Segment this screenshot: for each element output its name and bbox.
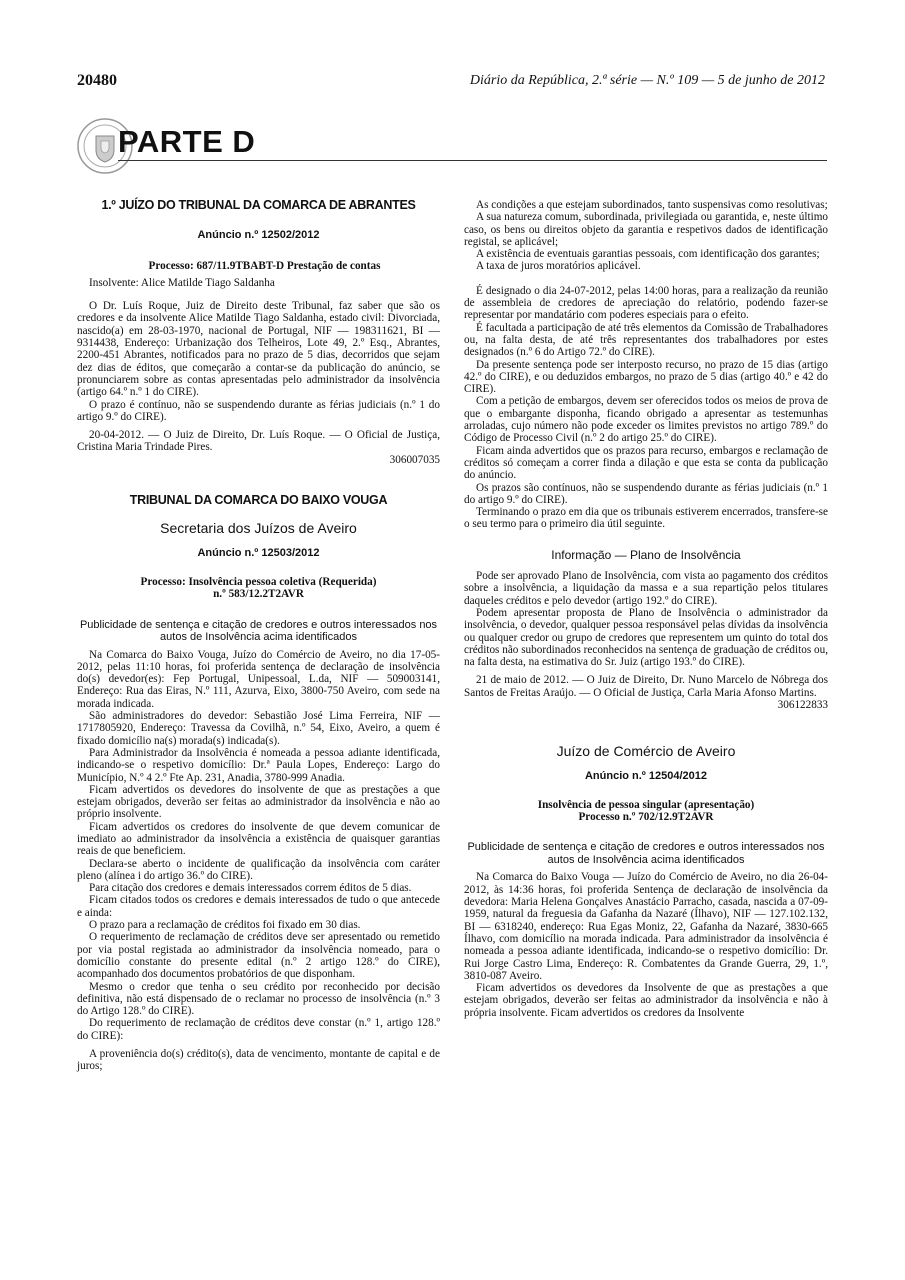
- announcement-number: Anúncio n.º 12502/2012: [197, 229, 320, 242]
- page-number: 20480: [77, 72, 117, 89]
- paragraph: Terminando o prazo em dia que os tribunais estiverem encerrados, transfere-se o seu termo para o primeiro dia útil seguinte.: [464, 506, 828, 531]
- left-column: [77, 199, 440, 1073]
- paragraph: Na Comarca do Baixo Vouga, Juízo do Comércio de Aveiro, no dia 17-05-2012, pelas 11:10 horas, foi proferida sentença de declaração de insolvência do(s) devedor(es): Fep Portugal, Unipessoal, L.da, NIF — 509003141, Endereço: Rua das Eiras, N.º 111, Azurva, Eixo, 3800-750 Aveiro, com sede na morada indicada.: [77, 648, 440, 710]
- court-title: Juízo de Comércio de Aveiro: [556, 743, 736, 760]
- process-line: Insolvência de pessoa singular (apresentação): [537, 798, 755, 811]
- announcement-number: Anúncio n.º 12504/2012: [584, 769, 707, 782]
- process-line: Processo: Insolvência pessoa coletiva (Requerida): [140, 575, 377, 588]
- paragraph: As condições a que estejam subordinados, tanto suspensivas como resolutivas;: [476, 199, 828, 211]
- paragraph: Do requerimento de reclamação de créditos deve constar (n.º 1, artigo 128.º do CIRE):: [77, 1017, 440, 1042]
- paragraph: Ficam advertidos os devedores da Insolvente de que as prestações a que estejam obrigados, deverão ser feitas ao administrador da insolvência e não à própria insolvente. Ficam advertidos os credores da Insolvente: [464, 982, 828, 1019]
- paragraph: Ficam advertidos os credores do insolvente de que devem comunicar de imediato ao administrador da insolvência a existência de quaisquer garantias reais de que beneficiem.: [77, 820, 440, 858]
- publicity-heading: Publicidade de sentença e citação de credores e outros interessados nos autos de Insolvência acima identificados: [79, 618, 438, 644]
- paragraph: Podem apresentar proposta de Plano de Insolvência o administrador da insolvência, o devedor, qualquer pessoa responsável pelas dívidas da insolvência ou qualquer credor ou grupo de credores que representem um quinto do total dos créditos não subordinados reconhecidos na sentença de graduação de créditos ou, na falta desta, na estimativa do Sr. Juiz (artigo 193.º do CIRE).: [464, 606, 828, 669]
- paragraph: Mesmo o credor que tenha o seu crédito por reconhecido por decisão definitiva, não está dispensado de o reclamar no processo de insolvência (n.º 3 do Artigo 128.º do CIRE).: [77, 980, 440, 1018]
- court-title: TRIBUNAL DA COMARCA DO BAIXO VOUGA: [129, 493, 388, 508]
- paragraph: São administradores do devedor: Sebastião José Lima Ferreira, NIF — 1717805920, Endereço: Travessa da Covilhã, n.º 54, Eixo, Aveiro, a quem é fixado domicílio na(s) morada(s) indicada(s).: [77, 710, 440, 747]
- paragraph: Ficam ainda advertidos que os prazos para recurso, embargos e reclamação de créditos só começam a correr finda a dilação e que esta se conta da publicação do anúncio.: [464, 444, 828, 482]
- paragraph: Ficam citados todos os credores e demais interessados de tudo o que antecede e ainda:: [77, 894, 440, 919]
- paragraph: A sua natureza comum, subordinada, privilegiada ou garantida, e, neste último caso, os bens ou direitos objeto da garantia e respetivos dados de identificação registal, se aplicável;: [464, 211, 828, 248]
- paragraph: O requerimento de reclamação de créditos deve ser apresentado ou remetido por via postal registada ao administrador da insolvência nomeado, para o domicílio constante do presente edital (n.º 2 artigo 128.º do CIRE), acompanhado dos documentos probatórios de que disponham.: [77, 931, 440, 981]
- insolvent-line: Insolvente: Alice Matilde Tiago Saldanha: [89, 276, 275, 289]
- paragraph: A taxa de juros moratórios aplicável.: [476, 260, 641, 273]
- reference-number: 306122833: [777, 698, 828, 711]
- process-number: n.º 583/12.2T2AVR: [213, 588, 304, 601]
- court-title: 1.º JUÍZO DO TRIBUNAL DA COMARCA DE ABRANTES: [101, 198, 416, 212]
- paragraph: Com a petição de embargos, devem ser oferecidos todos os meios de prova de que o embargante disponha, ficando obrigado a apresentar as testemunhas arroladas, cujo número não pode exceder os limites previstos no artigo 789.º do Código de Processo Civil (n.º 2 do artigo 25.º do CIRE).: [464, 395, 828, 445]
- paragraph: Declara-se aberto o incidente de qualificação da insolvência com caráter pleno (alínea i do artigo 36.º do CIRE).: [77, 857, 440, 882]
- paragraph: Da presente sentença pode ser interposto recurso, no prazo de 15 dias (artigo 42.º do CIRE), e ou deduzidos embargos, no prazo de 5 dias (artigo 40.º e 42 do CIRE).: [464, 358, 828, 396]
- announcement-number: Anúncio n.º 12503/2012: [197, 546, 320, 559]
- reference-number: 306007035: [389, 453, 440, 466]
- paragraph: Pode ser aprovado Plano de Insolvência, com vista ao pagamento dos créditos sobre a insolvência, a liquidação da massa e a sua repartição pelos titulares daqueles créditos e pelo devedor (artigo 192.º do CIRE).: [464, 570, 828, 607]
- paragraph: O prazo para a reclamação de créditos foi fixado em 30 dias.: [89, 919, 361, 932]
- paragraph: Para Administrador da Insolvência é nomeada a pessoa adiante identificada, indicando-se o respetivo domicílio: Dr.ª Paula Lopes, Endereço: Largo do Município, N.º 4 2.º Fte Ap. 231, Anadia, 3780-999 Anadia.: [77, 746, 440, 784]
- publicity-heading: Publicidade de sentença e citação de credores e outros interessados nos autos de Insolvência acima identificados: [467, 841, 825, 866]
- paragraph: É designado o dia 24-07-2012, pelas 14:00 horas, para a realização da reunião de assembleia de credores de apreciação do relatório, podendo fazer-se representar por mandatário com poderes especiais para o efeito.: [464, 284, 828, 322]
- paragraph: A proveniência do(s) crédito(s), data de vencimento, montante de capital e de juros;: [77, 1048, 440, 1073]
- process-line: Processo: 687/11.9TBABT-D Prestação de contas: [148, 259, 381, 272]
- paragraph: Ficam advertidos os devedores do insolvente de que as prestações a que estejam obrigados, deverão ser feitas ao administrador da insolvência e não ao próprio insolvente.: [77, 783, 440, 821]
- paragraph: Os prazos são contínuos, não se suspendendo durante as férias judiciais (n.º 1 do artigo 9.º do CIRE).: [464, 481, 828, 506]
- signature: 21 de maio de 2012. — O Juiz de Direito, Dr. Nuno Marcelo de Nóbrega dos Santos de Freitas Araújo. — O Oficial de Justiça, Carla Maria Afonso Martins.: [464, 674, 828, 699]
- paragraph: O Dr. Luís Roque, Juiz de Direito deste Tribunal, faz saber que são os credores e da insolvente Alice Matilde Tiago Saldanha, estado civil: Divorciada, nascido(a) em 28-03-1970, nacional de Portugal, NIF — 198311621, BI — 9314438, Endereço: Urbanização dos Telheiros, Lote 49, 2.º Esq., Abrantes, 2200-451 Abrantes, notificados para no prazo de 5 dias, decorridos que sejam dez dias de éditos, que começarão a contar-se da publicação do anúncio, se pronunciarem sobre as contas apresentadas pelo administrador da insolvência (artigo 64.º n.º 1 do CIRE).: [77, 300, 440, 399]
- paragraph: É facultada a participação de até três elementos da Comissão de Trabalhadores ou, na falta desta, de até três representantes dos trabalhadores por estes designados (n.º 6 do Artigo 72.º do CIRE).: [464, 321, 828, 359]
- paragraph: O prazo é contínuo, não se suspendendo durante as férias judiciais (n.º 1 do artigo 9.º do CIRE).: [77, 398, 440, 423]
- info-heading: Informação — Plano de Insolvência: [551, 547, 741, 562]
- journal-title: Diário da República, 2.ª série — N.º 109 — 5 de junho de 2012: [469, 73, 825, 88]
- court-subtitle: Secretaria dos Juízos de Aveiro: [160, 520, 357, 537]
- paragraph-list: [77, 649, 440, 1043]
- paragraph: Para citação dos credores e demais interessados correm éditos de 5 dias.: [89, 882, 412, 895]
- paragraph: Na Comarca do Baixo Vouga — Juízo do Comércio de Aveiro, no dia 26-04-2012, às 14:36 horas, foi proferida Sentença de declaração de insolvência da devedora: Maria Helena Gonçalves Anastácio Parracho, casada, nascida a 07-09-1959, natural da freguesia da Gafanha da Nazaré (Ílhavo), NIF — 127.102.132, BI — 6318240, endereço: Rua Egas Moniz, 22, Gafanha da Nazaré, 3830-665 Ílhavo, com domicílio na morada indicada. Para administrador da insolvência é nomeada a pessoa adiante identificada, indicando-se o respetivo domicílio: Dr. Rui Jorge Castro Lima, Endereço: R. Combatentes da Grande Guerra, 29, 1.º, 3810-087 Aveiro.: [464, 871, 828, 982]
- right-column: [464, 199, 828, 1019]
- signature: 20-04-2012. — O Juiz de Direito, Dr. Luís Roque. — O Oficial de Justiça, Cristina Maria Trindade Pires.: [77, 429, 440, 454]
- section-divider: [118, 160, 827, 161]
- process-number: Processo n.º 702/12.9T2AVR: [578, 811, 714, 824]
- section-title: PARTE D: [118, 124, 256, 159]
- paragraph: A existência de eventuais garantias pessoais, com identificação dos garantes;: [476, 248, 820, 261]
